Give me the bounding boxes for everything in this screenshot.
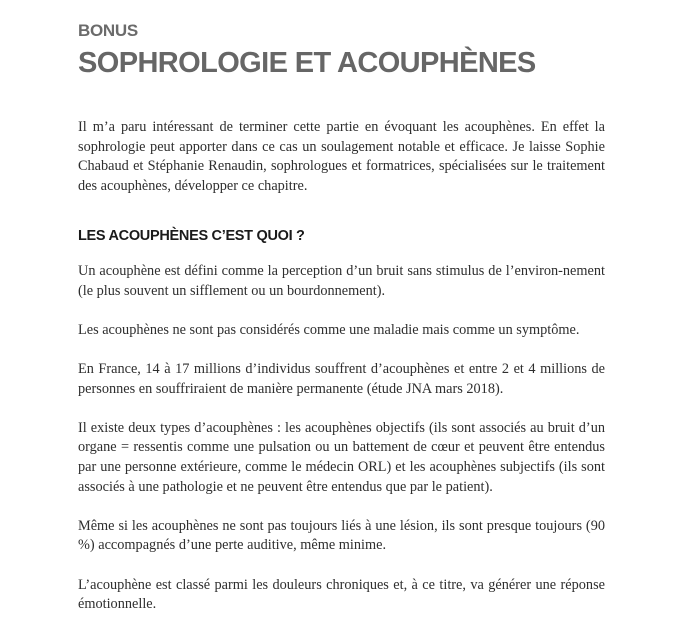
intro-paragraph: Il m’a paru intéressant de terminer cette partie en évoquant les acouphènes. En effet la sophrologie peut apporter dans ce cas un soulagement notable et efficace. Je laisse Sophie Chabaud et Stéphanie Renaudin, sophrologues et formatrices, spécialisées sur le traitement des acouphènes, développer ce chapitre. bbox=[78, 119, 605, 194]
paragraph-chronic-pain: L’acouphène est classé parmi les douleurs chroniques et, à ce titre, va générer une réponse émotionnelle. bbox=[78, 576, 605, 613]
section-body bbox=[78, 262, 605, 634]
paragraph-symptom: Les acouphènes ne sont pas considérés comme une maladie mais comme un symptôme. bbox=[78, 321, 580, 338]
section-kicker: BONUS bbox=[78, 21, 138, 40]
page-title: SOPHROLOGIE ET ACOUPHÈNES bbox=[78, 47, 536, 79]
paragraph-definition: Un acouphène est défini comme la perception d’un bruit sans stimulus de l’environ-nement (le plus souvent un sifflement ou un bourdonnement). bbox=[78, 263, 605, 299]
section-heading: LES ACOUPHÈNES C’EST QUOI ? bbox=[78, 228, 305, 244]
paragraph-statistics: En France, 14 à 17 millions d’individus souffrent d’acouphènes et entre 2 et 4 millions de personnes en souffriraient de manière permanente (étude JNA mars 2018). bbox=[78, 360, 605, 397]
paragraph-types: Il existe deux types d’acouphènes : les acouphènes objectifs (ils sont associés au bruit d’un organe = ressentis comme une pulsation ou un battement de cœur et peuvent être entendus par une personne extérieure, comme le médecin ORL) et les acouphènes subjectifs (ils sont associés à une pathologie et ne peuvent être entendus que par le patient). bbox=[78, 419, 605, 495]
paragraph-hearing-loss: Même si les acouphènes ne sont pas toujours liés à une lésion, ils sont presque toujours (90 %) accompagnés d’une perte auditive, même minime. bbox=[78, 517, 605, 554]
